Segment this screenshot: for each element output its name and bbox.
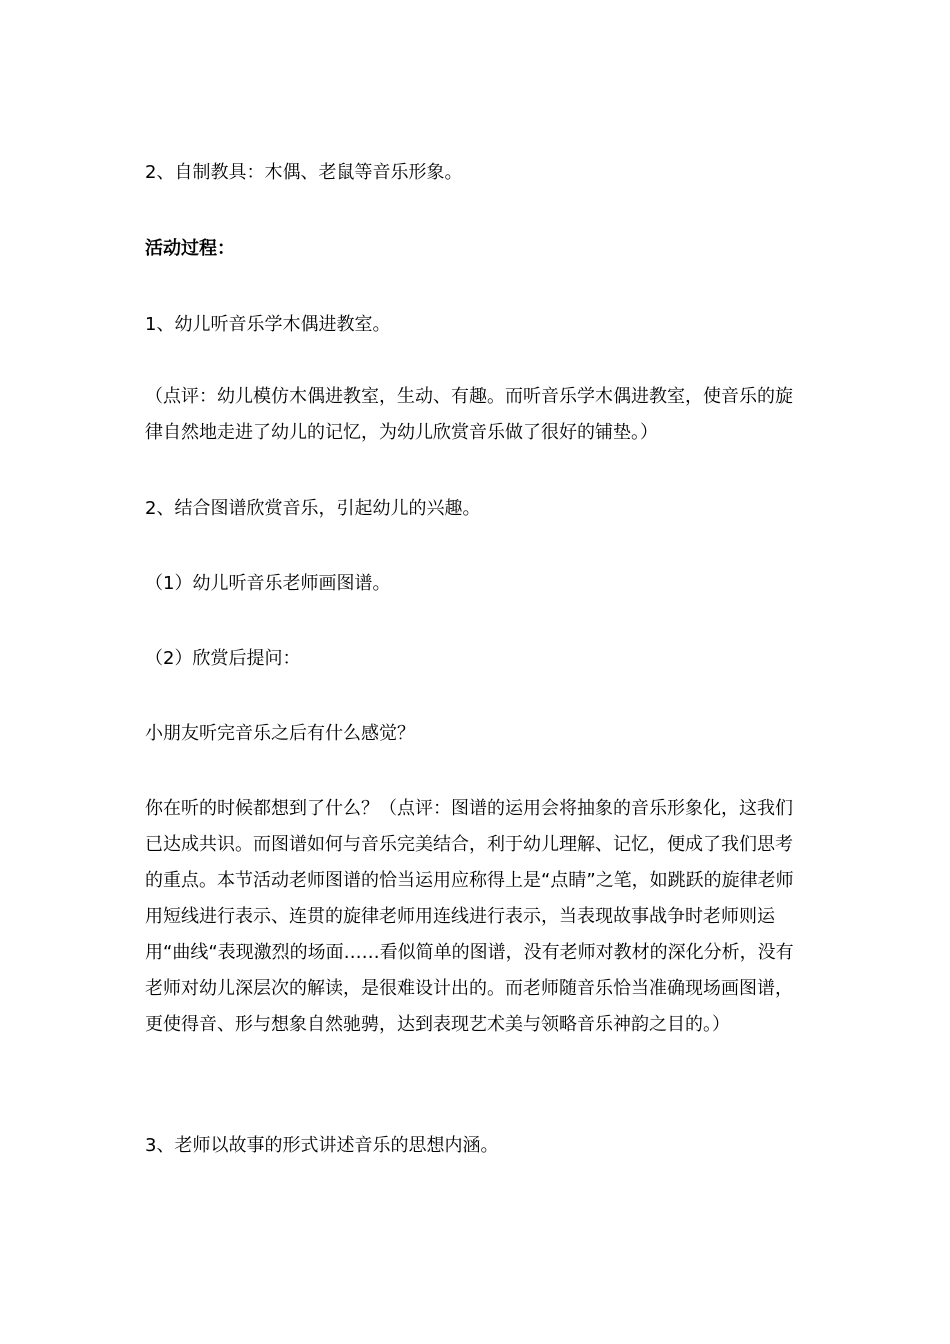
step-3-paragraph: 3、老师以故事的形式讲述音乐的思想内涵。 bbox=[145, 1135, 499, 1156]
step-2-paragraph: 2、结合图谱欣赏音乐，引起幼儿的兴趣。 bbox=[145, 498, 481, 519]
step-1-paragraph: 1、幼儿听音乐学木偶进教室。 bbox=[145, 314, 391, 335]
question-comment-paragraph: 你在听的时候都想到了什么？（点评：图谱的运用会将抽象的音乐形象化，这我们已达成共识。而图谱如何与音乐完美结合，利于幼儿理解、记忆，便成了我们思考的重点。本节活动老师图谱的恰当运用应称得上是“点睛”之笔，如跳跃的旋律老师用短线进行表示、连贯的旋律老师用连线进行表示，当表现故事战争时老师则运用“曲线“表现激烈的场面……看似简单的图谱，没有老师对教材的深化分析，没有老师对幼儿深层次的解读，是很难设计出的。而老师随音乐恰当准确现场画图谱，更使得音、形与想象自然驰骋，达到表现艺术美与领略音乐神韵之目的。） bbox=[145, 798, 794, 1035]
step-1-comment-paragraph: （点评：幼儿模仿木偶进教室，生动、有趣。而听音乐学木偶进教室，使音乐的旋律自然地走进了幼儿的记忆，为幼儿欣赏音乐做了很好的铺垫。） bbox=[145, 386, 793, 443]
question-paragraph: 小朋友听完音乐之后有什么感觉？ bbox=[145, 723, 415, 744]
teaching-aids-item: 2、自制教具：木偶、老鼠等音乐形象。 bbox=[145, 162, 463, 183]
step-2-substep-2: （2）欣赏后提问： bbox=[145, 648, 301, 669]
step-2-substep-1: （1）幼儿听音乐老师画图谱。 bbox=[145, 573, 391, 594]
section-heading-activity-process: 活动过程： bbox=[145, 238, 235, 259]
